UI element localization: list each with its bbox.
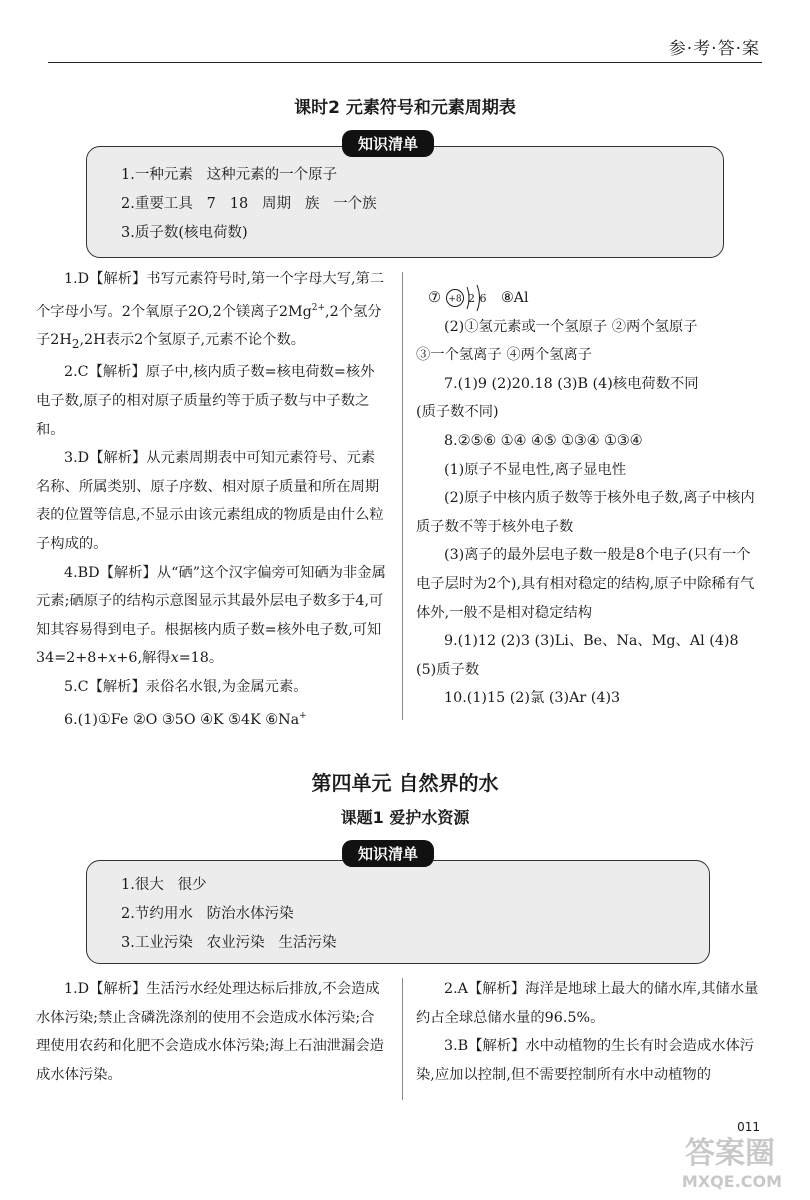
answer-8-1: (1)原子不显电性,离子显电性 bbox=[444, 461, 627, 478]
shell-1-electrons: 2 bbox=[467, 292, 475, 306]
knowledge-item: 2.节约用水 防治水体污染 bbox=[121, 906, 294, 922]
answer-9b: (5)质子数 bbox=[416, 661, 480, 678]
answer-10: 10.(1)15 (2)氯 (3)Ar (4)3 bbox=[444, 690, 621, 707]
column-divider bbox=[402, 978, 403, 1100]
knowledge-box bbox=[86, 860, 710, 964]
answer-4: 4.BD【解析】从“硒”这个汉字偏旁可知硒为非金属元素;硒原子的结构示意图显示其最外层电子数多于4,可知其容易得到电子。根据核内质子数=核外电子数,可知34=2+8+x+6,解得x=18。 bbox=[36, 564, 386, 667]
answers-right-column bbox=[416, 284, 761, 713]
answer-3: 3.D【解析】从元素周期表中可知元素符号、元素名称、所属类别、原子序数、相对原子质量和所在周期表的位置等信息,不显示由该元素组成的物质是由什么粒子构成的。 bbox=[36, 450, 384, 552]
watermark-logo: 答案圈 bbox=[685, 1136, 775, 1171]
answer-3: 3.B【解析】水中动植物的生长有时会造成水体污染,应加以控制,但不需要控制所有水中动植物的 bbox=[416, 1038, 755, 1083]
shell-2-electrons: 6 bbox=[479, 292, 487, 306]
answer-7a: 7.(1)9 (2)20.18 (3)B (4)核电荷数不同 bbox=[444, 375, 699, 392]
answers-left-column bbox=[36, 265, 386, 734]
item-label: ⑦ bbox=[428, 290, 441, 306]
knowledge-item: 1.很大 很少 bbox=[121, 877, 207, 893]
answer-9a: 9.(1)12 (2)3 (3)Li、Be、Na、Mg、Al (4)8 bbox=[444, 633, 739, 650]
item-8: ⑧Al bbox=[500, 290, 529, 306]
answer-1: 1.D【解析】生活污水经处理达标后排放,不会造成水体污染;禁止含磷洗涤剂的使用不会造成水体污染;合理使用农药和化肥不会造成水体污染;海上石油泄漏会造成水体污染。 bbox=[36, 981, 384, 1083]
knowledge-item: 3.工业污染 农业污染 生活污染 bbox=[121, 935, 337, 951]
column-divider bbox=[402, 272, 403, 720]
answer-5: 5.C【解析】汞俗名水银,为金属元素。 bbox=[64, 678, 308, 695]
knowledge-box bbox=[86, 146, 724, 258]
answer-2: 2.A【解析】海洋是地球上最大的储水库,其储水量约占全球总储水量的96.5%。 bbox=[416, 981, 759, 1026]
answer-6-2a: (2)①氢元素或一个氢原子 ②两个氢原子 bbox=[444, 318, 698, 335]
topic-title: 课题1 爱护水资源 bbox=[340, 808, 470, 827]
knowledge-item: 2.重要工具 7 18 周期 族 一个族 bbox=[121, 196, 377, 212]
answer-7b: (质子数不同) bbox=[416, 404, 499, 421]
answers-right-column-2 bbox=[416, 975, 761, 1089]
knowledge-item: 1.一种元素 这种元素的一个原子 bbox=[121, 167, 338, 183]
answer-8-2: (2)原子中核内质子数等于核外电子数,离子中核内质子数不等于核外电子数 bbox=[416, 490, 755, 535]
page-number: 011 bbox=[737, 1120, 760, 1134]
lesson-title: 课时2 元素符号和元素周期表 bbox=[294, 98, 516, 118]
answer-8: 8.②⑤⑥ ①④ ④⑤ ①③④ ①③④ bbox=[444, 432, 643, 449]
atom-structure-diagram bbox=[443, 283, 489, 313]
nucleus-charge: +8 bbox=[448, 294, 462, 305]
answer-8-3: (3)离子的最外层电子数一般是8个电子(只有一个电子层时为2个),具有相对稳定的结构,原子中除稀有气体外,一般不是相对稳定结构 bbox=[416, 547, 755, 621]
atom-diagram-row bbox=[416, 284, 761, 313]
answer-6: 6.(1)①Fe ②O ③5O ④K ⑤4K ⑥Na+ bbox=[64, 710, 307, 728]
answer-2: 2.C【解析】原子中,核内质子数=核电荷数=核外电子数,原子的相对原子质量约等于质子数与中子数之和。 bbox=[36, 364, 375, 438]
header-rule bbox=[48, 62, 762, 63]
answers-left-column-2 bbox=[36, 975, 386, 1089]
knowledge-tag: 知识清单 bbox=[342, 840, 434, 867]
unit-title: 第四单元 自然界的水 bbox=[311, 771, 499, 795]
header-title: 参·考·答·案 bbox=[668, 39, 760, 59]
answer-1: 1.D【解析】书写元素符号时,第一个字母大写,第二个字母小写。2个氧原子2O,2个镁离子$2Mg^{2+},2$个氢分子$2H_2,2H$表示2个氢原子,元素不论个数。 bbox=[36, 271, 385, 351]
knowledge-item: 3.质子数(核电荷数) bbox=[121, 225, 248, 241]
answer-6-2b: ③一个氢离子 ④两个氢离子 bbox=[416, 347, 593, 364]
watermark-url: MXQE.COM bbox=[681, 1172, 783, 1191]
knowledge-tag: 知识清单 bbox=[342, 130, 434, 157]
